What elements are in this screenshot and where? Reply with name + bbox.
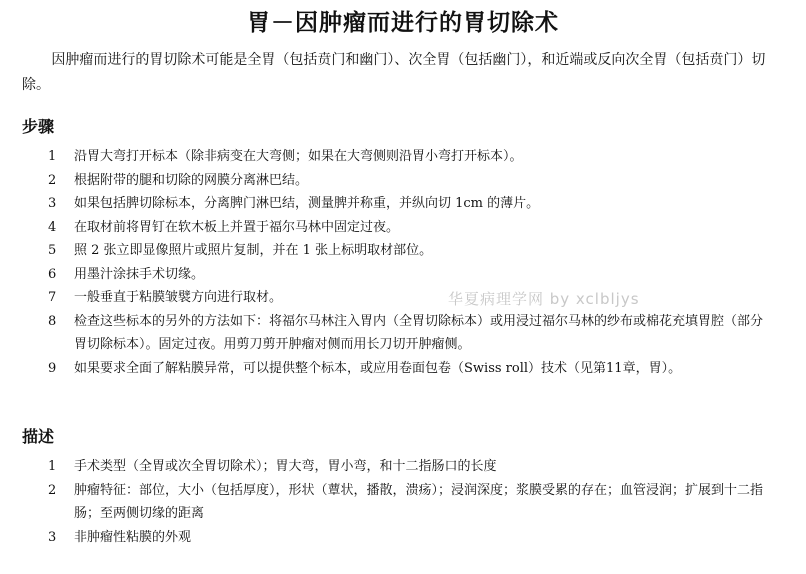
list-item [48, 216, 768, 240]
intro-paragraph: 因肿瘤而进行的胃切除术可能是全胃（包括贲门和幽门）、次全胃（包括幽门），和近端或反向次全胃（包括贲门）切除。 [22, 52, 766, 93]
item-text: 在取材前将胃钉在软木板上并置于福尔马林中固定过夜。 [74, 219, 400, 235]
item-number: 8 [48, 313, 57, 329]
list-item [48, 479, 768, 526]
list-item [48, 310, 768, 357]
item-number: 9 [48, 360, 57, 376]
list-item [48, 357, 768, 381]
description-heading: 描述 [22, 427, 55, 446]
item-text: 检查这些标本的另外的方法如下：将福尔马林注入胃内（全胃切除标本）或用浸过福尔马林的纱布或棉花充填胃腔（部分胃切除标本）。固定过夜。用剪刀剪开肿瘤对侧而用长刀切开肿瘤侧。 [74, 313, 764, 352]
item-text: 如果要求全面了解粘膜异常，可以提供整个标本，或应用卷面包卷（Swiss roll）技术（见第11章，胃）。 [74, 360, 682, 376]
item-number: 7 [48, 290, 57, 305]
item-text: 肿瘤特征：部位，大小（包括厚度），形状（蕈状，播散，溃疡）；浸润深度；浆膜受累的存在；血管浸润；扩展到十二指肠；至两侧切缘的距离 [74, 482, 764, 521]
list-item [48, 286, 768, 310]
item-text: 用墨汁涂抹手术切缘。 [74, 266, 205, 282]
steps-heading: 步骤 [22, 117, 55, 136]
item-number: 1 [48, 459, 57, 474]
item-number: 2 [48, 172, 57, 188]
item-text: 手术类型（全胃或次全胃切除术）；胃大弯，胃小弯，和十二指肠口的长度 [74, 459, 497, 474]
item-number: 2 [48, 482, 57, 498]
description-list [48, 455, 768, 549]
watermark: 华夏病理学网 by xclbljys [448, 290, 640, 308]
item-number: 6 [48, 266, 57, 282]
list-item [48, 526, 768, 550]
item-number: 4 [48, 219, 57, 235]
item-number: 3 [48, 196, 57, 211]
steps-list [48, 145, 768, 380]
list-item [48, 145, 768, 169]
page-title: 胃－因肿瘤而进行的胃切除术 [247, 10, 559, 36]
item-text: 沿胃大弯打开标本（除非病变在大弯侧；如果在大弯侧则沿胃小弯打开标本）。 [74, 149, 523, 164]
list-item [48, 192, 768, 216]
item-text: 非肿瘤性粘膜的外观 [74, 529, 192, 545]
list-item [48, 263, 768, 287]
list-item [48, 455, 768, 479]
item-text: 一般垂直于粘膜皱襞方向进行取材。 [74, 290, 283, 305]
list-item [48, 169, 768, 193]
item-text: 如果包括脾切除标本，分离脾门淋巴结，测量脾并称重，并纵向切 1cm 的薄片。 [74, 196, 540, 211]
item-text: 根据附带的腿和切除的网膜分离淋巴结。 [74, 172, 309, 188]
item-number: 1 [48, 149, 57, 164]
item-text: 照 2 张立即显像照片或照片复制，并在 1 张上标明取材部位。 [74, 243, 433, 258]
list-item [48, 239, 768, 263]
item-number: 5 [48, 243, 57, 258]
item-number: 3 [48, 529, 57, 545]
